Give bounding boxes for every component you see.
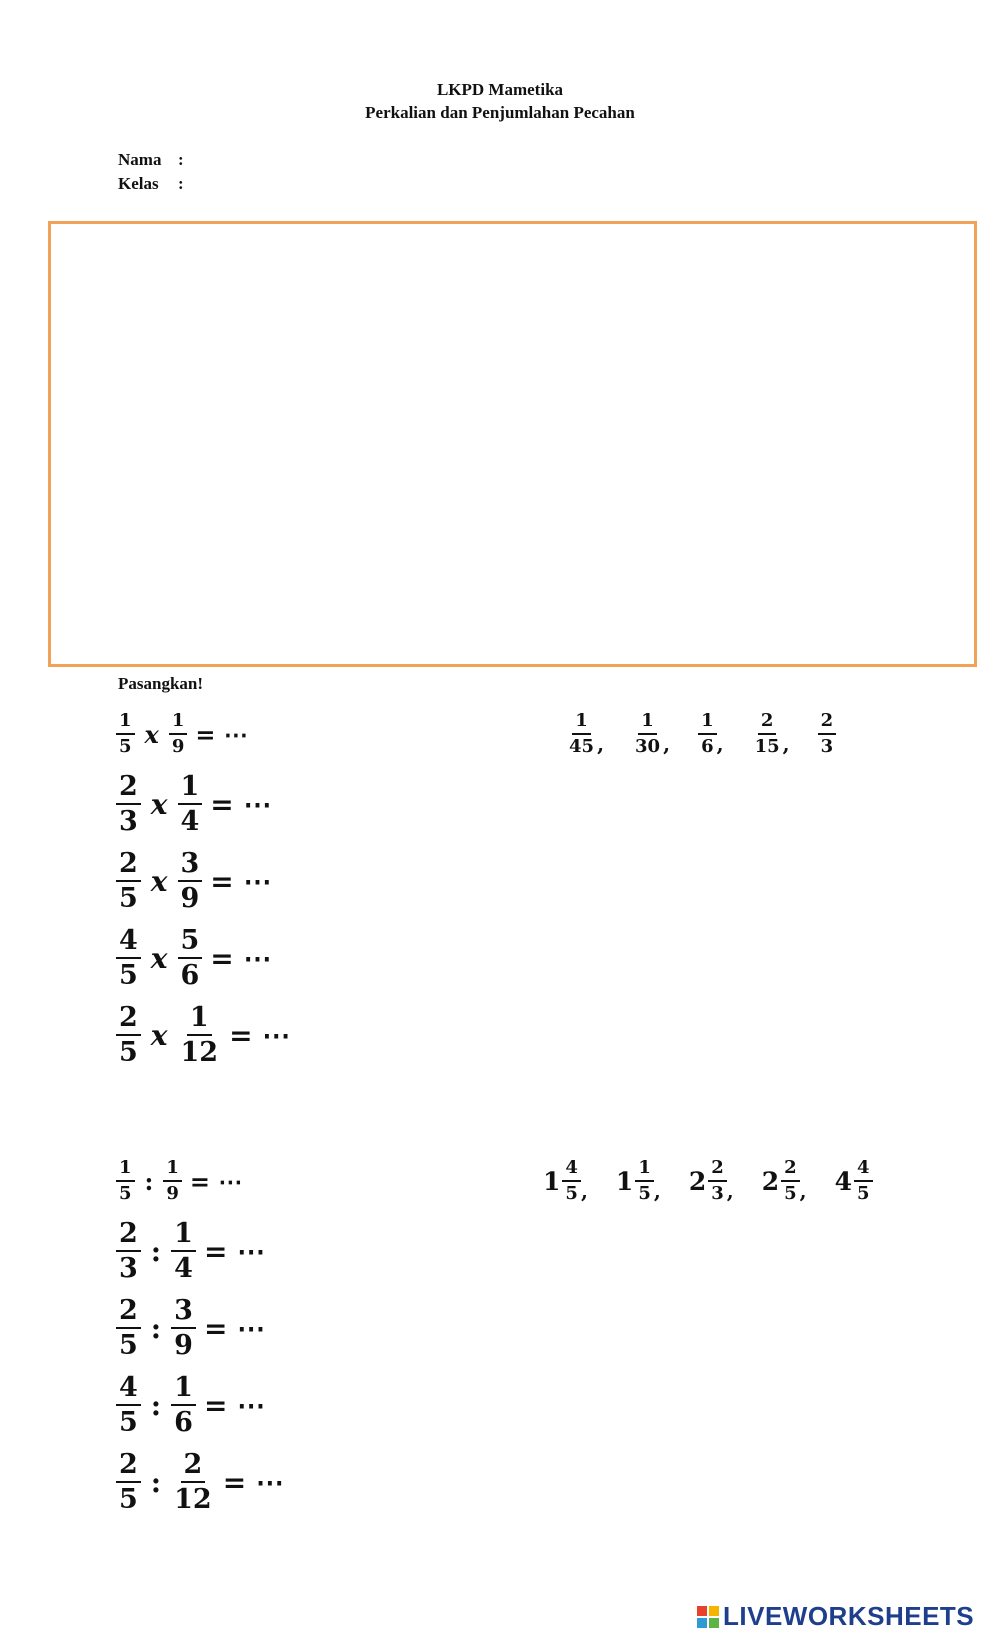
answer-option[interactable]: $\frac{1}{45}$ , <box>569 710 605 757</box>
fraction: $\frac{1}{4}$ <box>171 1220 196 1282</box>
multiplication-problem <box>116 1004 290 1066</box>
fraction: $\frac{1}{5}$ <box>116 712 135 756</box>
operator: x <box>150 864 168 898</box>
answer-option[interactable]: $\frac{2}{3}$ <box>818 712 865 756</box>
answer-option[interactable]: 4 $\frac{4}{5}$ <box>835 1159 901 1203</box>
multiplication-options <box>566 712 864 756</box>
liveworksheets-logo <box>697 1601 974 1632</box>
operator: : <box>144 1166 154 1196</box>
fraction: $\frac{5}{6}$ <box>178 927 203 989</box>
equals-blank: = ⋯ <box>210 787 272 821</box>
logo-square <box>709 1606 719 1616</box>
fraction: $\frac{2}{5}$ <box>116 850 141 912</box>
operator: : <box>150 1311 162 1345</box>
multiplication-problem <box>116 927 272 989</box>
logo-text: LIVEWORKSHEETS <box>723 1601 975 1631</box>
fraction: $\frac{1}{9}$ <box>169 712 188 756</box>
fraction: $\frac{2}{5}$ <box>116 1297 141 1359</box>
answer-box[interactable] <box>48 221 977 667</box>
class-label: Kelas <box>118 174 159 193</box>
division-problem <box>116 1159 242 1203</box>
division-problem <box>116 1297 265 1359</box>
answer-option[interactable]: 2 $\frac{2}{5}$ , <box>761 1157 807 1204</box>
class-separator: : <box>178 174 184 193</box>
fraction: $\frac{2}{5}$ <box>116 1004 141 1066</box>
instruction: Pasangkan! <box>118 674 204 693</box>
fraction: $\frac{1}{4}$ <box>178 773 203 835</box>
fraction: $\frac{3}{9}$ <box>171 1297 196 1359</box>
answer-option[interactable]: 2 $\frac{2}{3}$ , <box>688 1157 734 1204</box>
multiplication-problem <box>116 712 248 756</box>
multiplication-problem <box>116 850 272 912</box>
fraction: $\frac{3}{9}$ <box>178 850 203 912</box>
equals-blank: = ⋯ <box>229 1018 291 1052</box>
fraction: $\frac{4}{5}$ <box>116 1374 141 1436</box>
class-field <box>118 174 184 194</box>
fraction: $\frac{1}{9}$ <box>163 1159 182 1203</box>
operator: x <box>150 787 168 821</box>
name-separator: : <box>178 150 184 169</box>
fraction: $\frac{2}{12}$ <box>174 1449 212 1515</box>
answer-option[interactable]: $\frac{1}{6}$ , <box>698 712 752 756</box>
operator: : <box>150 1234 162 1268</box>
multiplication-problem <box>116 773 272 835</box>
operator: x <box>150 941 168 975</box>
fraction: $\frac{1}{5}$ <box>116 1159 135 1203</box>
equals-blank: = ⋯ <box>222 1465 284 1499</box>
fraction: $\frac{2}{5}$ <box>116 1451 141 1513</box>
division-problem <box>116 1374 265 1436</box>
equals-blank: = ⋯ <box>189 1166 243 1196</box>
answer-option[interactable]: 1 $\frac{1}{5}$ , <box>615 1157 661 1204</box>
equals-blank: = ⋯ <box>210 941 272 975</box>
logo-icon <box>697 1606 719 1628</box>
logo-square <box>697 1618 707 1628</box>
answer-option[interactable]: 1 $\frac{4}{5}$ , <box>543 1157 588 1204</box>
answer-option[interactable]: $\frac{1}{30}$ , <box>635 710 671 757</box>
operator: x <box>150 1018 168 1052</box>
equals-blank: = ⋯ <box>210 864 272 898</box>
equals-blank: = ⋯ <box>195 719 248 749</box>
logo-square <box>697 1606 707 1616</box>
worksheet-title: LKPD Mametika <box>436 80 564 99</box>
equals-blank: = ⋯ <box>203 1311 266 1345</box>
operator: : <box>150 1465 162 1499</box>
division-problem <box>116 1451 284 1513</box>
answer-option[interactable]: $\frac{2}{15}$ , <box>754 710 790 757</box>
equals-blank: = ⋯ <box>203 1388 266 1422</box>
fraction: $\frac{4}{5}$ <box>116 927 141 989</box>
equals-blank: = ⋯ <box>203 1234 266 1268</box>
operator: : <box>150 1388 162 1422</box>
fraction: $\frac{1}{6}$ <box>171 1374 196 1436</box>
fraction: $\frac{2}{3}$ <box>116 1220 141 1282</box>
division-options <box>543 1159 901 1203</box>
name-field <box>118 150 184 170</box>
logo-square <box>709 1618 719 1628</box>
name-label: Nama <box>118 150 162 169</box>
fraction: $\frac{1}{12}$ <box>180 1002 219 1068</box>
worksheet-subtitle: Perkalian dan Penjumlahan Pecahan <box>365 103 635 122</box>
division-problem <box>116 1220 265 1282</box>
fraction: $\frac{2}{3}$ <box>116 773 141 835</box>
operator: x <box>144 719 159 749</box>
